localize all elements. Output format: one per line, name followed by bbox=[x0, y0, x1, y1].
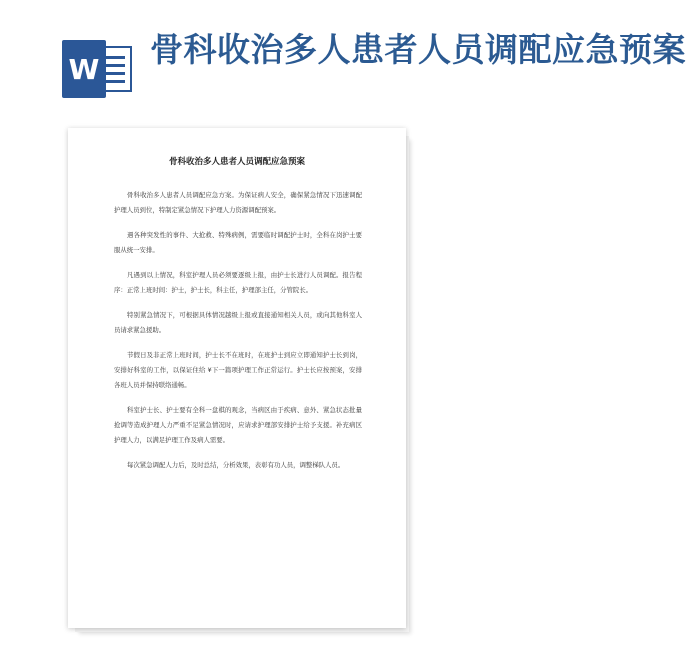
header-banner bbox=[0, 0, 686, 118]
document-title: 骨科收治多人患者人员调配应急预案 bbox=[168, 157, 305, 167]
paragraph: 遇各种突发性的事件、大抢救、特殊病例，需要临时调配护士时，全科在岗护士要服从统一安排。 bbox=[114, 231, 362, 254]
paragraph: 节假日及非正常上班时间，护士长不在班时，在班护士到应立即通知护士长到岗，安排好科室的工作，以保证住给 ¥下一篇项护理工作正常运行。护士长应按预案，安排各班人员并保持联络通畅。 bbox=[114, 351, 362, 389]
document-page bbox=[68, 128, 406, 628]
word-document-icon bbox=[62, 40, 134, 98]
paragraph: 特别紧急情况下，可根据具体情况越级上报或直接通知相关人员，或向其他科室人员请求紧急援助。 bbox=[114, 311, 362, 334]
document-body bbox=[114, 188, 362, 483]
word-letter-tile: W bbox=[62, 40, 106, 98]
paragraph: 骨科收治多人患者人员调配应急方案。为保证病人安全，确保紧急情况下迅速调配护理人员到位，特制定紧急情况下护理人力资源调配预案。 bbox=[114, 191, 362, 214]
paragraph: 科室护士长、护士要有全科一盘棋的观念，当病区由于疾病、意外、紧急状态批量抢调等造成护理人力严重不足紧急情况时，应请求护理部安排护士给予支援。补充病区护理人力，以满足护理工作及病人需要。 bbox=[114, 406, 362, 444]
banner-title: 骨科收治多人患者人员调配应急预案 bbox=[150, 30, 686, 69]
paragraph: 凡遇到以上情况，科室护理人员必须要逐级上报，由护士长进行人员调配。报告程序：正常上班时间：护士，护士长，科主任，护理部主任，分管院长。 bbox=[114, 271, 362, 294]
paragraph: 每次紧急调配人力后，及时总结，分析效果，表彰有功人员，调整梯队人员。 bbox=[127, 461, 345, 469]
